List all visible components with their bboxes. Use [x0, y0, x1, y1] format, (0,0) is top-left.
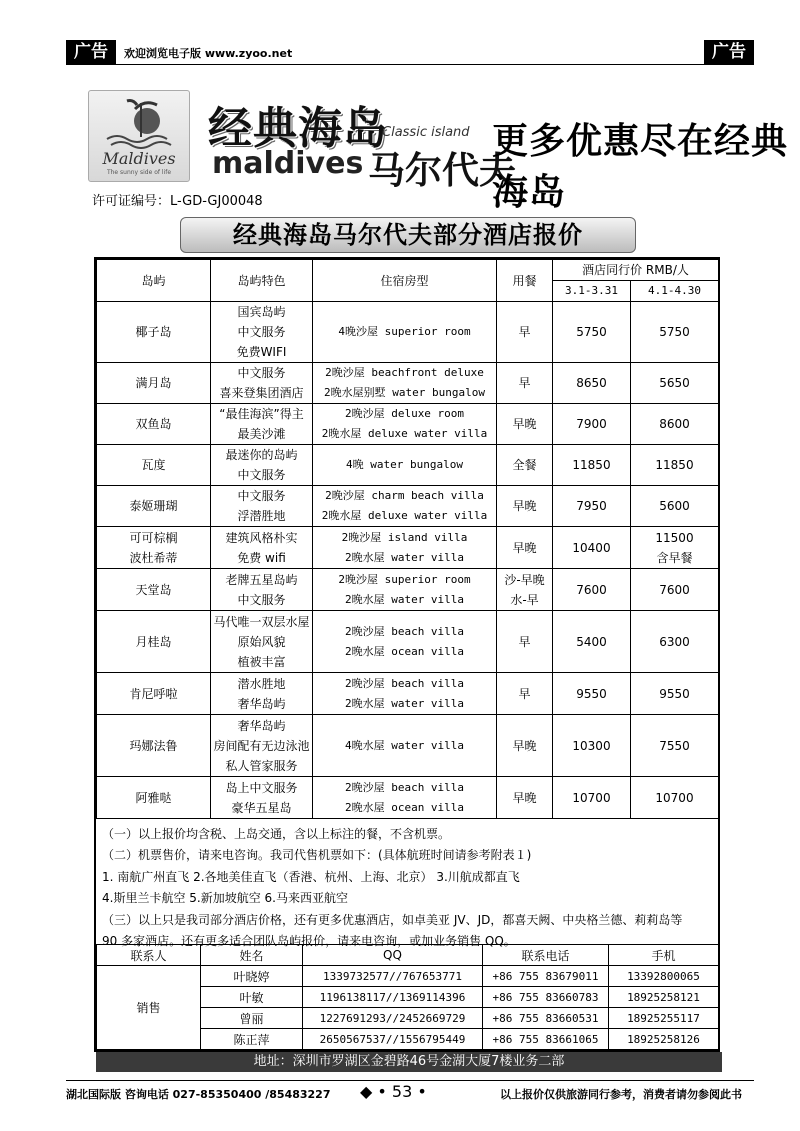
- cell-island: [97, 777, 211, 819]
- price-row: [97, 302, 719, 363]
- contact-header-role: 联系人: [97, 945, 201, 966]
- cell-room-line: 2晚沙屋 beach villa: [344, 624, 465, 638]
- contact-qq: 2650567537//1556795449: [303, 1029, 483, 1050]
- cell-room: [313, 445, 497, 486]
- cell-room-line: 2晚沙屋 superior room: [338, 572, 471, 586]
- cell-p2-line: 11850: [655, 458, 694, 472]
- contact-role: 销售: [97, 966, 201, 1050]
- cell-island: [97, 611, 211, 673]
- cell-feature-line: 豪华五星岛: [231, 800, 292, 815]
- contact-phone: +86 755 83661065: [483, 1029, 609, 1050]
- cell-meal: [497, 404, 553, 445]
- cell-meal-line: 早晚: [512, 499, 537, 513]
- cell-room-line: 2晚沙屋 beach villa: [344, 676, 465, 690]
- cell-meal-line: 早晚: [512, 417, 537, 431]
- note-line: 1. 南航广州直飞 2.各地美佳直飞（香港、杭州、上海、北京） 3.川航成都直飞: [102, 869, 520, 884]
- contact-header-mobile: 手机: [609, 945, 719, 966]
- header-room: 住宿房型: [313, 260, 497, 302]
- contact-mobile: 18925255117: [609, 1008, 719, 1029]
- contact-mobile: 18925258121: [609, 987, 719, 1008]
- cell-p2: [631, 404, 719, 445]
- cell-room-line: 2晚水屋 deluxe water villa: [321, 509, 488, 522]
- cell-feature-line: 中文服务: [237, 366, 286, 380]
- price-row: [97, 527, 719, 569]
- price-row: [97, 673, 719, 715]
- contact-mobile: 13392800065: [609, 966, 719, 987]
- cell-feature-line: 房间配有无边泳池: [213, 738, 310, 753]
- price-row: [97, 777, 719, 819]
- contact-phone: +86 755 83660531: [483, 1008, 609, 1029]
- cell-p1: [553, 404, 631, 445]
- cell-room: [313, 486, 497, 527]
- cell-room: [313, 611, 497, 673]
- cell-feature-line: 最迷你的岛屿: [225, 448, 298, 462]
- cell-p2-line: 10700: [655, 790, 694, 805]
- cell-p1-line: 5750: [576, 325, 607, 339]
- cell-p1: [553, 302, 631, 363]
- cell-p2-line: 7600: [659, 582, 690, 597]
- cell-meal-line: 沙-早晚: [504, 572, 545, 587]
- cell-p1-line: 10300: [572, 738, 611, 753]
- cell-room: [313, 527, 497, 569]
- cell-feature-line: 奢华岛屿: [237, 696, 286, 711]
- cell-p1-line: 7600: [576, 582, 607, 597]
- cell-island-line: 阿雅哒: [135, 790, 172, 805]
- cell-meal: [497, 363, 553, 404]
- cell-p2-line: 11500: [655, 530, 694, 545]
- cell-feature-line: 中文服务: [237, 468, 286, 482]
- brand-name-cn: 经典海岛: [208, 103, 388, 154]
- cell-p2-line: 8600: [659, 417, 690, 431]
- cell-room-line: 2晚水屋 deluxe water villa: [321, 427, 488, 440]
- cell-feature-line: 私人管家服务: [225, 758, 298, 773]
- header-meal: 用餐: [497, 260, 553, 302]
- cell-island: [97, 569, 211, 611]
- cell-island-line: 椰子岛: [135, 325, 172, 339]
- cell-meal-line: 早晚: [512, 540, 537, 555]
- cell-island-line: 瓦度: [141, 458, 166, 472]
- cell-feature-line: 马代唯一双层水屋: [213, 614, 310, 629]
- header-island: 岛屿: [97, 260, 211, 302]
- cell-p2: [631, 363, 719, 404]
- cell-room-line: 2晚沙屋 deluxe room: [344, 407, 465, 420]
- cell-feature-line: 免费 wifi: [237, 550, 286, 565]
- logo-tagline: The sunny side of life: [106, 169, 172, 176]
- cell-meal-line: 早: [518, 325, 531, 339]
- page-title: 经典海岛马尔代夫部分酒店报价: [180, 217, 636, 253]
- cell-island: [97, 363, 211, 404]
- price-row: [97, 445, 719, 486]
- cell-room: [313, 302, 497, 363]
- cell-p1-line: 10400: [572, 540, 611, 555]
- cell-room-line: 2晚水屋 water villa: [344, 550, 465, 564]
- cell-p1: [553, 569, 631, 611]
- cell-meal-line: 水-早: [510, 592, 539, 607]
- note-line: （三）以上只是我司部分酒店价格，还有更多优惠酒店，如卓美亚 JV、JD，都喜天阙、中央格兰德、莉莉岛等: [102, 912, 683, 927]
- cell-p1: [553, 486, 631, 527]
- address-bar: 地址：深圳市罗湖区金碧路46号金湖大厦7楼业务二部: [96, 1052, 722, 1072]
- cell-room-line: 4晚 water bungalow: [346, 458, 463, 471]
- cell-meal: [497, 777, 553, 819]
- cell-feature-line: 奢华岛屿: [237, 718, 286, 733]
- cell-island-line: 可可棕榈: [129, 530, 178, 545]
- header-price: 酒店同行价 RMB/人: [553, 260, 719, 281]
- cell-feature: [211, 611, 313, 673]
- contact-phone: +86 755 83660783: [483, 987, 609, 1008]
- cell-island-line: 泰姬珊瑚: [129, 499, 178, 513]
- cell-island-line: 玛娜法鲁: [129, 738, 178, 753]
- cell-island-line: 双鱼岛: [135, 417, 172, 431]
- price-row: [97, 404, 719, 445]
- cell-meal: [497, 569, 553, 611]
- price-row: [97, 715, 719, 777]
- brand-sub-cn: 马尔代夫: [368, 149, 516, 192]
- cell-p1-line: 5400: [576, 634, 607, 649]
- cell-feature-line: 喜来登集团酒店: [219, 386, 304, 400]
- contact-qq: 1227691293//2452669729: [303, 1008, 483, 1029]
- cell-island: [97, 527, 211, 569]
- cell-meal: [497, 302, 553, 363]
- cell-feature-line: 建筑风格朴实: [225, 530, 298, 545]
- cell-feature: [211, 404, 313, 445]
- cell-meal-line: 全餐: [512, 458, 537, 472]
- cell-feature-line: “最佳海滨”得主: [219, 407, 304, 421]
- cell-room: [313, 404, 497, 445]
- cell-p2-line: 5750: [659, 325, 690, 339]
- brand-name-en: Classic island: [382, 125, 470, 140]
- website-banner: 欢迎浏览电子版 www.zyoo.net: [124, 47, 293, 60]
- cell-p1: [553, 715, 631, 777]
- cell-feature-line: 中文服务: [237, 592, 286, 607]
- license-number: 许可证编号：L-GD-GJ00048: [92, 194, 263, 209]
- footer-contact: 湖北国际版 咨询电话 027-85350400 /85483227: [66, 1088, 331, 1101]
- contact-name: 叶晓婷: [201, 966, 303, 987]
- cell-room-line: 4晚水屋 water villa: [344, 738, 465, 752]
- promo-slogan: 更多优惠尽在经典海岛: [492, 121, 789, 213]
- cell-feature: [211, 363, 313, 404]
- cell-p2: [631, 302, 719, 363]
- cell-feature: [211, 673, 313, 715]
- cell-room: [313, 363, 497, 404]
- cell-p1-line: 9550: [576, 686, 607, 701]
- cell-p2: [631, 715, 719, 777]
- cell-meal: [497, 445, 553, 486]
- contact-qq: 1339732577//767653771: [303, 966, 483, 987]
- cell-island-line: 月桂岛: [135, 634, 172, 649]
- cell-feature-line: 国宾岛屿: [237, 305, 286, 319]
- cell-room-line: 2晚沙屋 island villa: [341, 530, 468, 544]
- cell-room-line: 2晚水屋 water villa: [344, 696, 465, 710]
- cell-p2: [631, 569, 719, 611]
- maldives-logo: [88, 90, 190, 182]
- brand-sub-en: maldives: [212, 146, 364, 181]
- cell-p1: [553, 363, 631, 404]
- cell-p2-line: 9550: [659, 686, 690, 701]
- header-rule: [66, 64, 754, 65]
- cell-meal-line: 早: [518, 634, 531, 649]
- footer-disclaimer: 以上报价仅供旅游同行参考，消费者请勿参阅此书: [500, 1088, 742, 1101]
- contact-mobile: 18925258126: [609, 1029, 719, 1050]
- cell-feature-line: 原始风貌: [237, 634, 286, 649]
- contact-name: 陈正萍: [201, 1029, 303, 1050]
- cell-p2: [631, 527, 719, 569]
- cell-p1: [553, 673, 631, 715]
- cell-feature-line: 岛上中文服务: [225, 780, 298, 795]
- cell-p1-line: 10700: [572, 790, 611, 805]
- cell-room-line: 2晚沙屋 beach villa: [344, 780, 465, 794]
- price-table: [96, 259, 719, 819]
- price-row: [97, 486, 719, 527]
- cell-p1: [553, 527, 631, 569]
- header-feature: 岛屿特色: [211, 260, 313, 302]
- cell-island-line: 天堂岛: [135, 582, 172, 597]
- logo-wordmark: Maldives: [102, 149, 176, 168]
- cell-island: [97, 302, 211, 363]
- cell-island: [97, 445, 211, 486]
- cell-meal: [497, 486, 553, 527]
- cell-p2-line: 5600: [659, 499, 690, 513]
- cell-island-line: 肯尼呼啦: [129, 686, 178, 701]
- cell-room: [313, 715, 497, 777]
- cell-island: [97, 486, 211, 527]
- cell-p2: [631, 777, 719, 819]
- cell-feature: [211, 715, 313, 777]
- cell-room: [313, 673, 497, 715]
- cell-feature-line: 免费WIFI: [236, 345, 287, 359]
- cell-p2-line: 6300: [659, 634, 690, 649]
- note-line: （一）以上报价均含税、上岛交通，含以上标注的餐，不含机票。: [102, 827, 451, 841]
- cell-p1-line: 7950: [576, 499, 607, 513]
- contact-header-phone: 联系电话: [483, 945, 609, 966]
- contact-row: [97, 966, 719, 987]
- cell-feature-line: 最美沙滩: [237, 427, 286, 441]
- cell-island: [97, 715, 211, 777]
- cell-feature-line: 浮潜胜地: [237, 509, 286, 523]
- cell-island: [97, 673, 211, 715]
- cell-room: [313, 569, 497, 611]
- price-row: [97, 569, 719, 611]
- cell-p1: [553, 445, 631, 486]
- cell-room: [313, 777, 497, 819]
- cell-room-line: 4晚沙屋 superior room: [338, 325, 471, 338]
- contact-qq: 1196138117//1369114396: [303, 987, 483, 1008]
- contact-name: 叶敏: [201, 987, 303, 1008]
- cell-island: [97, 404, 211, 445]
- cell-meal: [497, 611, 553, 673]
- contact-table: [96, 944, 719, 1050]
- palm-tree-icon: [97, 97, 183, 149]
- cell-p1-line: 11850: [572, 458, 611, 472]
- cell-room-line: 2晚水屋别墅 water bungalow: [324, 386, 485, 399]
- contact-header-qq: QQ: [303, 945, 483, 966]
- cell-meal: [497, 527, 553, 569]
- footer-rule: [66, 1080, 754, 1081]
- cell-feature: [211, 569, 313, 611]
- cell-room-line: 2晚沙屋 beachfront deluxe: [325, 366, 484, 379]
- cell-room-line: 2晚水屋 ocean villa: [344, 644, 465, 658]
- cell-room-line: 2晚沙屋 charm beach villa: [325, 489, 484, 502]
- cell-meal-line: 早: [518, 376, 531, 390]
- cell-room-line: 2晚水屋 ocean villa: [344, 800, 465, 814]
- contact-phone: +86 755 83679011: [483, 966, 609, 987]
- cell-p2: [631, 445, 719, 486]
- cell-meal: [497, 715, 553, 777]
- cell-room-line: 2晚水屋 water villa: [344, 592, 465, 606]
- cell-feature-line: 中文服务: [237, 489, 286, 503]
- cell-feature-line: 中文服务: [237, 325, 286, 339]
- note-line: 4.斯里兰卡航空 5.新加坡航空 6.马来西亚航空: [102, 891, 348, 906]
- header-period-2: 4.1-4.30: [631, 281, 719, 302]
- cell-feature: [211, 486, 313, 527]
- cell-meal-line: 早: [518, 686, 531, 701]
- cell-feature-line: 老牌五星岛屿: [225, 572, 298, 587]
- cell-feature-line: 植被丰富: [237, 654, 286, 669]
- cell-feature: [211, 445, 313, 486]
- cell-p1: [553, 611, 631, 673]
- cell-feature: [211, 777, 313, 819]
- cell-island-line: 满月岛: [135, 376, 172, 390]
- cell-p2: [631, 486, 719, 527]
- contact-name: 曾丽: [201, 1008, 303, 1029]
- cell-feature: [211, 302, 313, 363]
- note-line: （二）机票售价，请来电咨询。我司代售机票如下：(具体航班时间请参考附表１): [102, 848, 532, 863]
- price-row: [97, 611, 719, 673]
- cell-p2-line: 5650: [659, 376, 690, 390]
- cell-meal-line: 早晚: [512, 790, 537, 805]
- cell-feature: [211, 527, 313, 569]
- page-number: ◆ • 53 •: [360, 1082, 427, 1101]
- cell-p2: [631, 673, 719, 715]
- cell-p2: [631, 611, 719, 673]
- contact-header-name: 姓名: [201, 945, 303, 966]
- cell-island-line: 波杜希蒂: [129, 550, 178, 565]
- cell-feature-line: 潜水胜地: [237, 676, 286, 691]
- header-period-1: 3.1-3.31: [553, 281, 631, 302]
- price-row: [97, 363, 719, 404]
- ad-tag-left: 广告: [66, 40, 116, 64]
- cell-meal-line: 早晚: [512, 738, 537, 753]
- note-line: 90 多家酒店。还有更多适合团队岛屿报价，请来电咨询，或加业务销售 QQ。: [102, 934, 516, 949]
- notes: [96, 824, 718, 952]
- cell-p2-line: 7550: [659, 738, 690, 753]
- cell-p1-line: 7900: [576, 417, 607, 431]
- cell-p1-line: 8650: [576, 376, 607, 390]
- cell-p2-line: 含早餐: [656, 550, 693, 565]
- ad-tag-right: 广告: [704, 40, 754, 64]
- cell-meal: [497, 673, 553, 715]
- cell-p1: [553, 777, 631, 819]
